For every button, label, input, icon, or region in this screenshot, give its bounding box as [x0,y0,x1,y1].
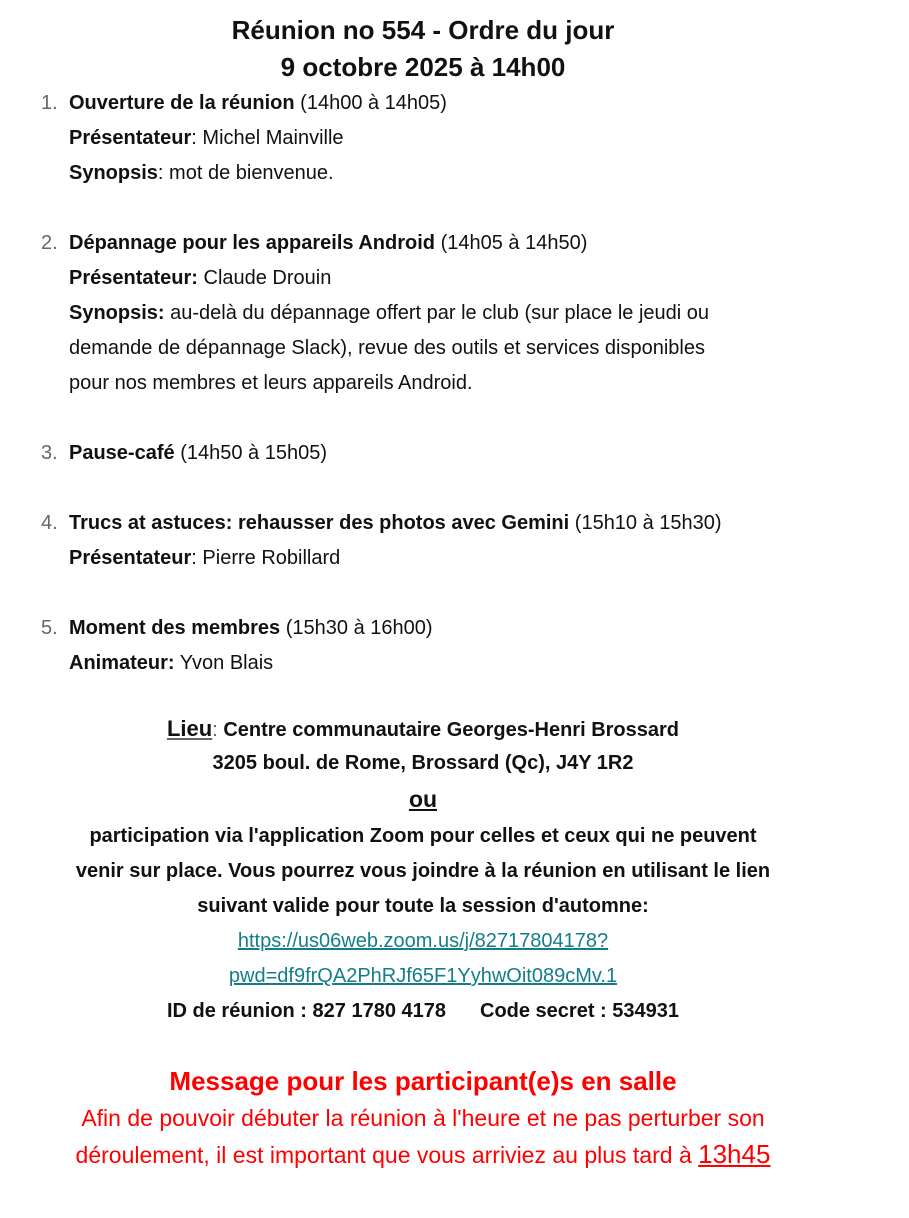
item-title: Pause-café [69,442,175,464]
presenter-name: Claude Drouin [203,267,332,289]
presenter-name: Michel Mainville [202,127,344,149]
item-title: Moment des membres [69,617,281,639]
animator-name: Yvon Blais [179,652,274,674]
message-body [0,1100,846,1173]
agenda-list [0,86,909,681]
separator: : [191,127,203,149]
item-time: (15h10 à 15h30) [574,512,722,534]
item-time: (14h50 à 15h05) [180,442,327,464]
presenter-name: Pierre Robillard [202,547,341,569]
agenda-item [41,611,909,681]
page-title: Réunion no 554 - Ordre du jour [231,15,615,45]
zoom-link[interactable]: pwd=df9frQA2PhRJf65F1YyhwOit089cMv.1 [228,965,618,987]
item-time: (14h00 à 14h05) [300,92,447,114]
separator: : [212,719,224,741]
item-time: (15h30 à 16h00) [285,617,433,639]
synopsis-text: au-delà du dépannage offert par le club (sur place le jeudi ou [170,302,710,324]
zoom-info [0,819,846,924]
item-title: Trucs at astuces: rehausser des photos avec Gemini [69,512,570,534]
item-number: 1. [41,92,58,114]
agenda-item [41,86,909,191]
synopsis-label: Synopsis: [69,302,165,324]
agenda-item [41,506,909,576]
synopsis-text: pour nos membres et leurs appareils Android. [69,372,473,394]
agenda-item [41,226,909,401]
zoom-info-line: venir sur place. Vous pourrez vous joindre à la réunion en utilisant le lien [75,860,771,882]
synopsis-text: demande de dépannage Slack), revue des outils et services disponibles [69,337,705,359]
item-number: 2. [41,232,58,254]
location-name: Centre communautaire Georges-Henri Brossard [223,719,680,741]
or-text: ou [408,786,438,812]
item-title: Dépannage pour les appareils Android [69,232,435,254]
presenter-label: Présentateur [69,127,192,149]
zoom-link-block [0,924,846,994]
message-line: Afin de pouvoir débuter la réunion à l'heure et ne pas perturber son [81,1105,765,1131]
location-address: 3205 boul. de Rome, Brossard (Qc), J4Y 1R2 [212,752,634,774]
location-label: Lieu [166,716,213,741]
separator: : [157,162,170,184]
location-line [0,711,846,748]
arrival-time: 13h45 [698,1139,771,1169]
agenda-item [41,436,909,471]
presenter-label: Présentateur: [69,267,198,289]
zoom-info-line: participation via l'application Zoom pour celles et ceux qui ne peuvent [89,825,757,847]
meeting-date: 9 octobre 2025 à 14h00 [280,52,566,82]
zoom-link[interactable]: https://us06web.zoom.us/j/82717804178? [237,930,609,952]
message-line: déroulement, il est important que vous arriviez au plus tard à [75,1142,699,1168]
meeting-credentials [0,994,846,1029]
synopsis-label: Synopsis [69,162,158,184]
message-title: Message pour les participant(e)s en salle [169,1066,677,1096]
presenter-label: Présentateur [69,547,192,569]
item-number: 4. [41,512,58,534]
item-time: (14h05 à 14h50) [440,232,588,254]
meeting-id: ID de réunion : 827 1780 4178 [166,1000,446,1022]
item-title: Ouverture de la réunion [69,92,295,114]
zoom-info-line: suivant valide pour toute la session d'automne: [197,895,649,917]
separator: : [191,547,203,569]
synopsis-text: mot de bienvenue. [169,162,334,184]
item-number: 5. [41,617,58,639]
animator-label: Animateur: [69,652,175,674]
item-number: 3. [41,442,58,464]
or-separator [0,782,846,817]
meeting-passcode: Code secret : 534931 [480,1000,680,1022]
